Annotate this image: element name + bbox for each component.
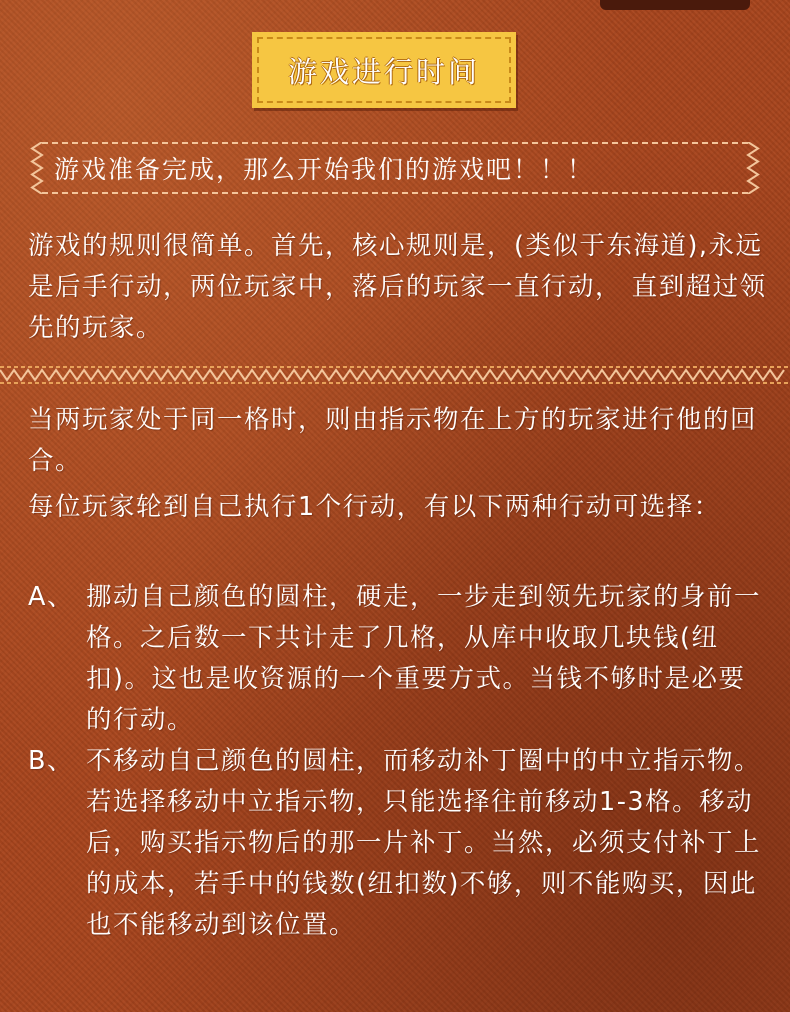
option-a-text: 挪动自己颜色的圆柱，硬走，一步走到领先玩家的身前一格。之后数一下共计走了几格，从库中收取几块钱(纽扣)。这也是收资源的一个重要方式。当钱不够时是必要的行动。 <box>86 582 762 735</box>
intro-paragraph: 游戏的规则很简单。首先，核心规则是，(类似于东海道),永远是后手行动，两位玩家中，落后的玩家一直行动， 直到超过领先的玩家。 <box>28 231 767 343</box>
page-title: 游戏进行时间 <box>287 54 480 89</box>
rule-same-cell: 当两玩家处于同一格时，则由指示物在上方的玩家进行他的回合。 <box>28 405 758 476</box>
banner-inner <box>42 142 748 194</box>
option-a-marker: A、 <box>28 582 74 612</box>
option-b <box>28 741 768 946</box>
option-a <box>28 577 768 741</box>
banner-text: 游戏准备完成，那么开始我们的游戏吧！！！ <box>54 155 595 184</box>
title-badge <box>252 32 516 108</box>
option-b-text: 不移动自己颜色的圆柱，而移动补丁圈中的中立指示物。若选择移动中立指示物，只能选择往前移动1-3格。移动后，购买指示物后的那一片补丁。当然，必须支付补丁上的成本，若手中的钱数(纽扣数)不够，则不能购买，因此也不能移动到该位置。 <box>86 746 762 940</box>
zigzag-divider <box>0 364 790 386</box>
corner-decoration <box>600 0 750 10</box>
zigzag-right-decoration <box>742 142 762 194</box>
option-b-marker: B、 <box>28 746 74 776</box>
intro-banner <box>28 142 762 194</box>
rule-actions: 每位玩家轮到自己执行1个行动，有以下两种行动可选择： <box>28 492 721 522</box>
